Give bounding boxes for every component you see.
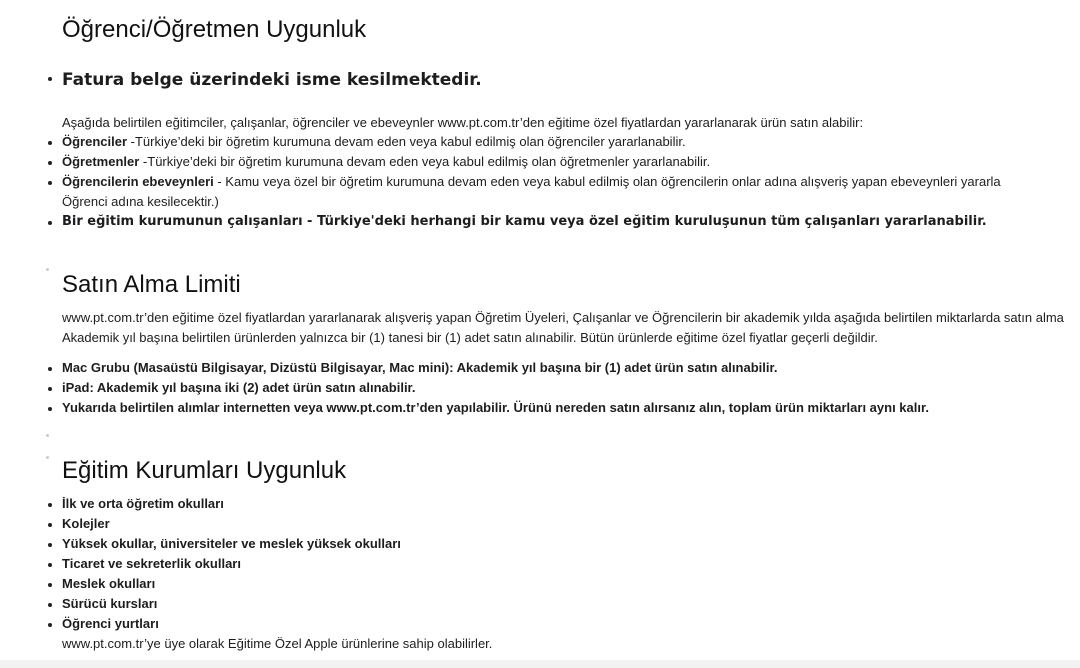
list-item: Öğrenci yurtları: [62, 614, 401, 634]
section-title-eligibility: Öğrenci/Öğretmen Uygunluk: [62, 16, 367, 43]
item-text-continuation: Öğrenci adına kesilecektir.): [62, 194, 219, 209]
list-item: Mac Grubu (Masaüstü Bilgisayar, Dizüstü Bilgisayar, Mac mini): Akademik yıl başına bir (1) adet ürün satın alınabilir.: [62, 358, 929, 378]
item-text: -Türkiye’deki bir öğretim kurumuna devam eden veya kabul edilmiş olan öğretmenler yararlanabilir.: [139, 154, 711, 169]
item-term: Öğrencilerin ebeveynleri: [62, 174, 214, 189]
institutions-footer: www.pt.com.tr’ye üye olarak Eğitime Özel Apple ürünlerine sahip olabilirler.: [62, 636, 493, 651]
list-item: [62, 172, 1001, 212]
list-item: Yüksek okullar, üniversiteler ve meslek yüksek okulları: [62, 534, 401, 554]
eligibility-intro: Aşağıda belirtilen eğitimciler, çalışanlar, öğrenciler ve ebeveynler www.pt.com.tr’den eğitime özel fiyatlardan yararlanarak ürün satın alabilir:: [62, 115, 864, 130]
purchase-limit-para1: www.pt.com.tr’den eğitime özel fiyatlardan yararlanarak alışveriş yapan Öğretim Üyeleri, Çalışanlar ve Öğrencilerin bir akademik yılda aşağıda belirtilen miktarlarda satın alma: [62, 310, 1064, 325]
list-item: [62, 152, 1001, 172]
purchase-limit-para2: Akademik yıl başına belirtilen ürünlerden yalnızca bir (1) tanesi bir (1) adet satın alınabilir. Bütün ürünlerde eğitime özel fiyatlar geçerli değildir.: [62, 330, 878, 345]
purchase-limit-list: [62, 358, 929, 418]
list-item: iPad: Akademik yıl başına iki (2) adet ürün satın alınabilir.: [62, 378, 929, 398]
list-item: İlk ve orta öğretim okulları: [62, 494, 401, 514]
list-item: Bir eğitim kurumunun çalışanları - Türkiye'deki herhangi bir kamu veya özel eğitim kuruluşunun tüm çalışanları yararlanabilir.: [62, 212, 1001, 232]
list-item: Kolejler: [62, 514, 401, 534]
list-item: [62, 132, 1001, 152]
section-title-purchase-limit: Satın Alma Limiti: [62, 271, 241, 298]
item-text: - Kamu veya özel bir öğretim kurumuna devam eden veya kabul edilmiş olan öğrencilerin onlar adına alışveriş yapan ebeveynleri yararla: [213, 174, 1001, 189]
list-item: Ticaret ve sekreterlik okulları: [62, 554, 401, 574]
eligibility-list: [62, 132, 1001, 232]
section-title-institutions: Eğitim Kurumları Uygunluk: [62, 457, 347, 484]
institutions-list: [62, 494, 401, 634]
list-item: Sürücü kursları: [62, 594, 401, 614]
list-item: Meslek okulları: [62, 574, 401, 594]
item-term: Öğretmenler: [62, 154, 140, 169]
invoice-note-list: [62, 68, 482, 92]
bottom-bar: [0, 660, 1080, 668]
list-item: Yukarıda belirtilen alımlar internetten veya www.pt.com.tr’den yapılabilir. Ürünü nereden satın alırsanız alın, toplam ürün miktarları aynı kalır.: [62, 398, 929, 418]
item-term: Öğrenciler: [62, 134, 128, 149]
invoice-note: Fatura belge üzerindeki isme kesilmektedir.: [62, 70, 482, 90]
item-text: -Türkiye’deki bir öğretim kurumuna devam eden veya kabul edilmiş olan öğrenciler yararlanabilir.: [127, 134, 686, 149]
